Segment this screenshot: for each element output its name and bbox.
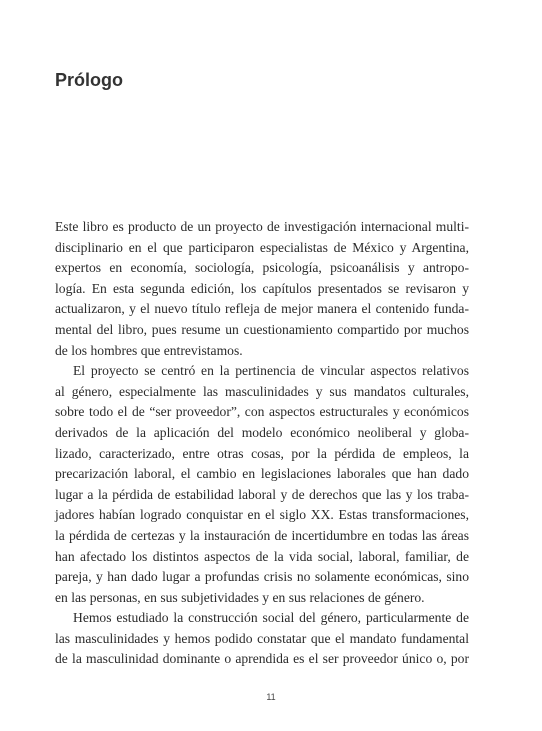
- text-line: jadores habían logrado conquistar en el siglo XX. Estas transformaciones,: [55, 507, 469, 523]
- text-line: las masculinidades y hemos podido constatar que el mandato fundamental: [55, 630, 469, 646]
- text-line: logía. En esta segunda edición, los capítulos presentados se revisaron y: [55, 280, 469, 296]
- text-line: en las personas, en sus subjetividades y en sus relaciones de género.: [55, 589, 425, 605]
- text-line: lizado, caracterizado, entre otras cosas, por la pérdida de empleos, la: [55, 445, 469, 461]
- text-line: sobre todo el de “ser proveedor”, con aspectos estructurales y económicos: [55, 404, 469, 420]
- text-line: actualizaron, y el nuevo título refleja de mejor manera el contenido funda-: [55, 301, 469, 317]
- chapter-heading: Prólogo: [55, 70, 123, 90]
- text-line: expertos en economía, sociología, psicología, psicoanálisis y antropo-: [55, 260, 469, 276]
- text-line: pareja, y han dado lugar a profundas crisis no solamente económicas, sino: [55, 569, 469, 585]
- page-number: 11: [266, 692, 276, 702]
- text-line: Este libro es producto de un proyecto de investigación internacional multi-: [55, 219, 469, 234]
- paragraph-2: [55, 361, 469, 608]
- text-line: la pérdida de certezas y la instauración de incertidumbre en todas las áreas: [55, 527, 469, 543]
- body-text: [55, 217, 469, 670]
- text-line: de los hombres que entrevistamos.: [55, 342, 243, 358]
- paragraph-1: [55, 217, 469, 361]
- text-line: precarización laboral, el cambio en legislaciones laborales que han dado: [55, 466, 469, 482]
- text-line: lugar a la pérdida de estabilidad laboral y de derechos que las y los traba-: [55, 486, 469, 502]
- text-line: derivados de la aplicación del modelo económico neoliberal y globa-: [55, 424, 469, 440]
- text-line: mental del libro, pues resume un cuestionamiento compartido por muchos: [55, 321, 469, 337]
- text-line: al género, especialmente las masculinidades y sus mandatos culturales,: [55, 383, 469, 399]
- text-line: Hemos estudiado la construcción social del género, particularmente de: [73, 610, 469, 626]
- text-line: disciplinario en el que participaron especialistas de México y Argentina,: [55, 239, 469, 255]
- text-line: han afectado los distintos aspectos de la vida social, laboral, familiar, de: [55, 548, 469, 564]
- text-line: de la masculinidad dominante o aprendida es el ser proveedor único o, por: [55, 651, 469, 667]
- paragraph-3: [55, 608, 469, 670]
- text-line: El proyecto se centró en la pertinencia de vincular aspectos relativos: [73, 363, 469, 379]
